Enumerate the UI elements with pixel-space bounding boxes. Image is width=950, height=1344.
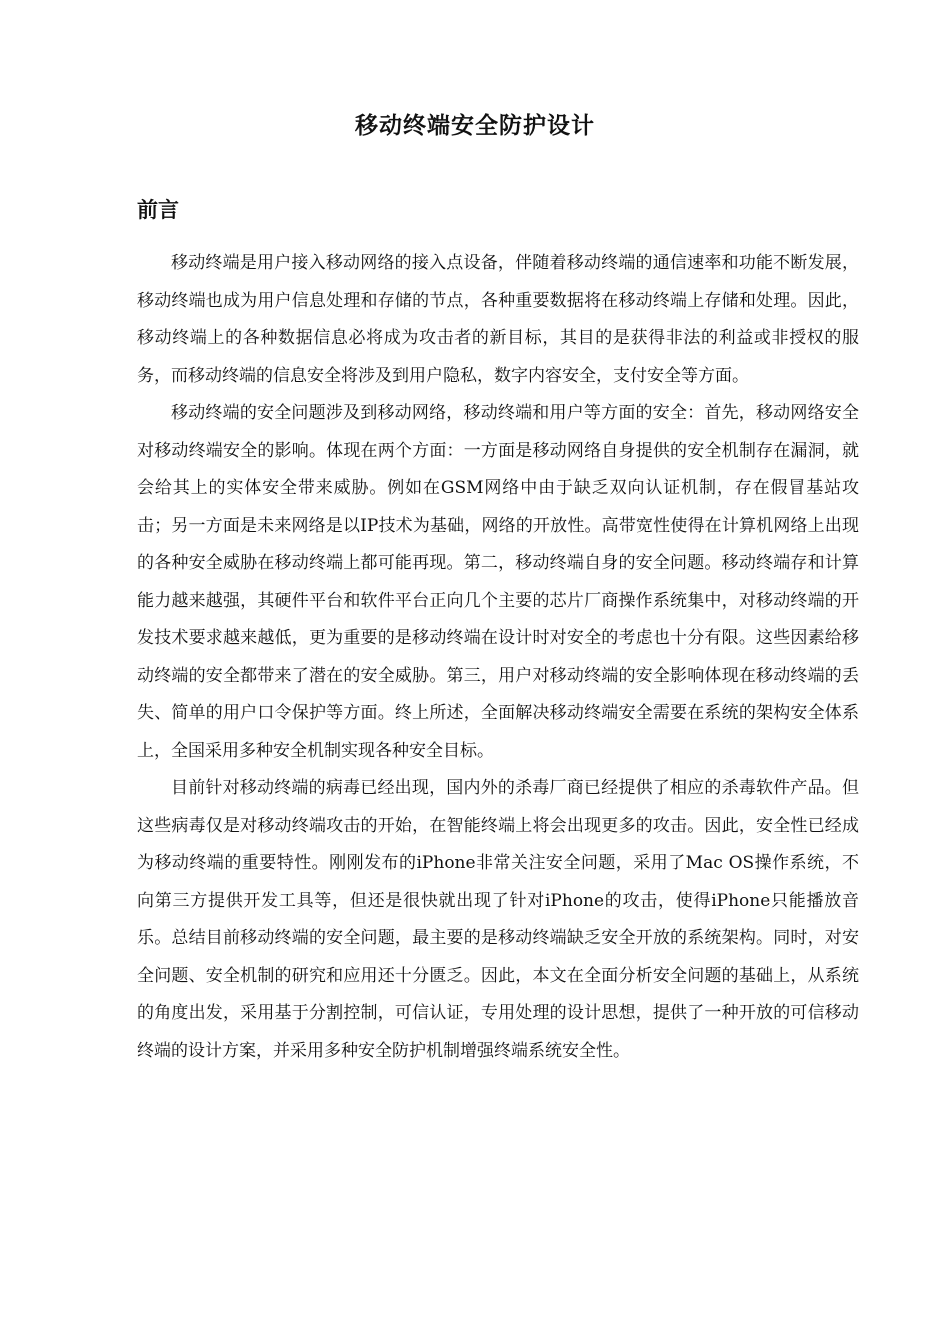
body-text [137, 245, 859, 1070]
paragraph-3: 目前针对移动终端的病毒已经出现，国内外的杀毒厂商已经提供了相应的杀毒软件产品。但这些病毒仅是对移动终端攻击的开始，在智能终端上将会出现更多的攻击。因此，安全性已经成为移动终端的重要特性。刚刚发布的iPhone非常关注安全问题，采用了Mac OS操作系统，不向第三方提供开发工具等，但还是很快就出现了针对iPhone的攻击，使得iPhone只能播放音乐。总结目前移动终端的安全问题，最主要的是移动终端缺乏安全开放的系统架构。同时，对安全问题、安全机制的研究和应用还十分匮乏。因此，本文在全面分析安全问题的基础上，从系统的角度出发，采用基于分割控制，可信认证，专用处理的设计思想，提供了一种开放的可信移动终端的设计方案，并采用多种安全防护机制增强终端系统安全性。 [137, 778, 859, 1061]
paragraph-2: 移动终端的安全问题涉及到移动网络，移动终端和用户等方面的安全：首先，移动网络安全对移动终端安全的影响。体现在两个方面：一方面是移动网络自身提供的安全机制存在漏洞，就会给其上的实体安全带来威胁。例如在GSM网络中由于缺乏双向认证机制，存在假冒基站攻击；另一方面是未来网络是以IP技术为基础，网络的开放性。高带宽性使得在计算机网络上出现的各种安全威胁在移动终端上都可能再现。第二，移动终端自身的安全问题。移动终端存和计算能力越来越强，其硬件平台和软件平台正向几个主要的芯片厂商操作系统集中，对移动终端的开发技术要求越来越低，更为重要的是移动终端在设计时对安全的考虑也十分有限。这些因素给移动终端的安全都带来了潜在的安全威胁。第三，用户对移动终端的安全影响体现在移动终端的丢失、简单的用户口令保护等方面。终上所述，全面解决移动终端安全需要在系统的架构安全体系上，全国采用多种安全机制实现各种安全目标。 [137, 403, 859, 761]
document-title: 移动终端安全防护设计 [355, 113, 595, 139]
paragraph-1: 移动终端是用户接入移动网络的接入点设备，伴随着移动终端的通信速率和功能不断发展，移动终端也成为用户信息处理和存储的节点，各种重要数据将在移动终端上存储和处理。因此，移动终端上的各种数据信息必将成为攻击者的新目标，其目的是获得非法的利益或非授权的服务，而移动终端的信息安全将涉及到用户隐私，数字内容安全，支付安全等方面。 [137, 253, 859, 386]
section-heading-preface: 前言 [137, 198, 179, 222]
